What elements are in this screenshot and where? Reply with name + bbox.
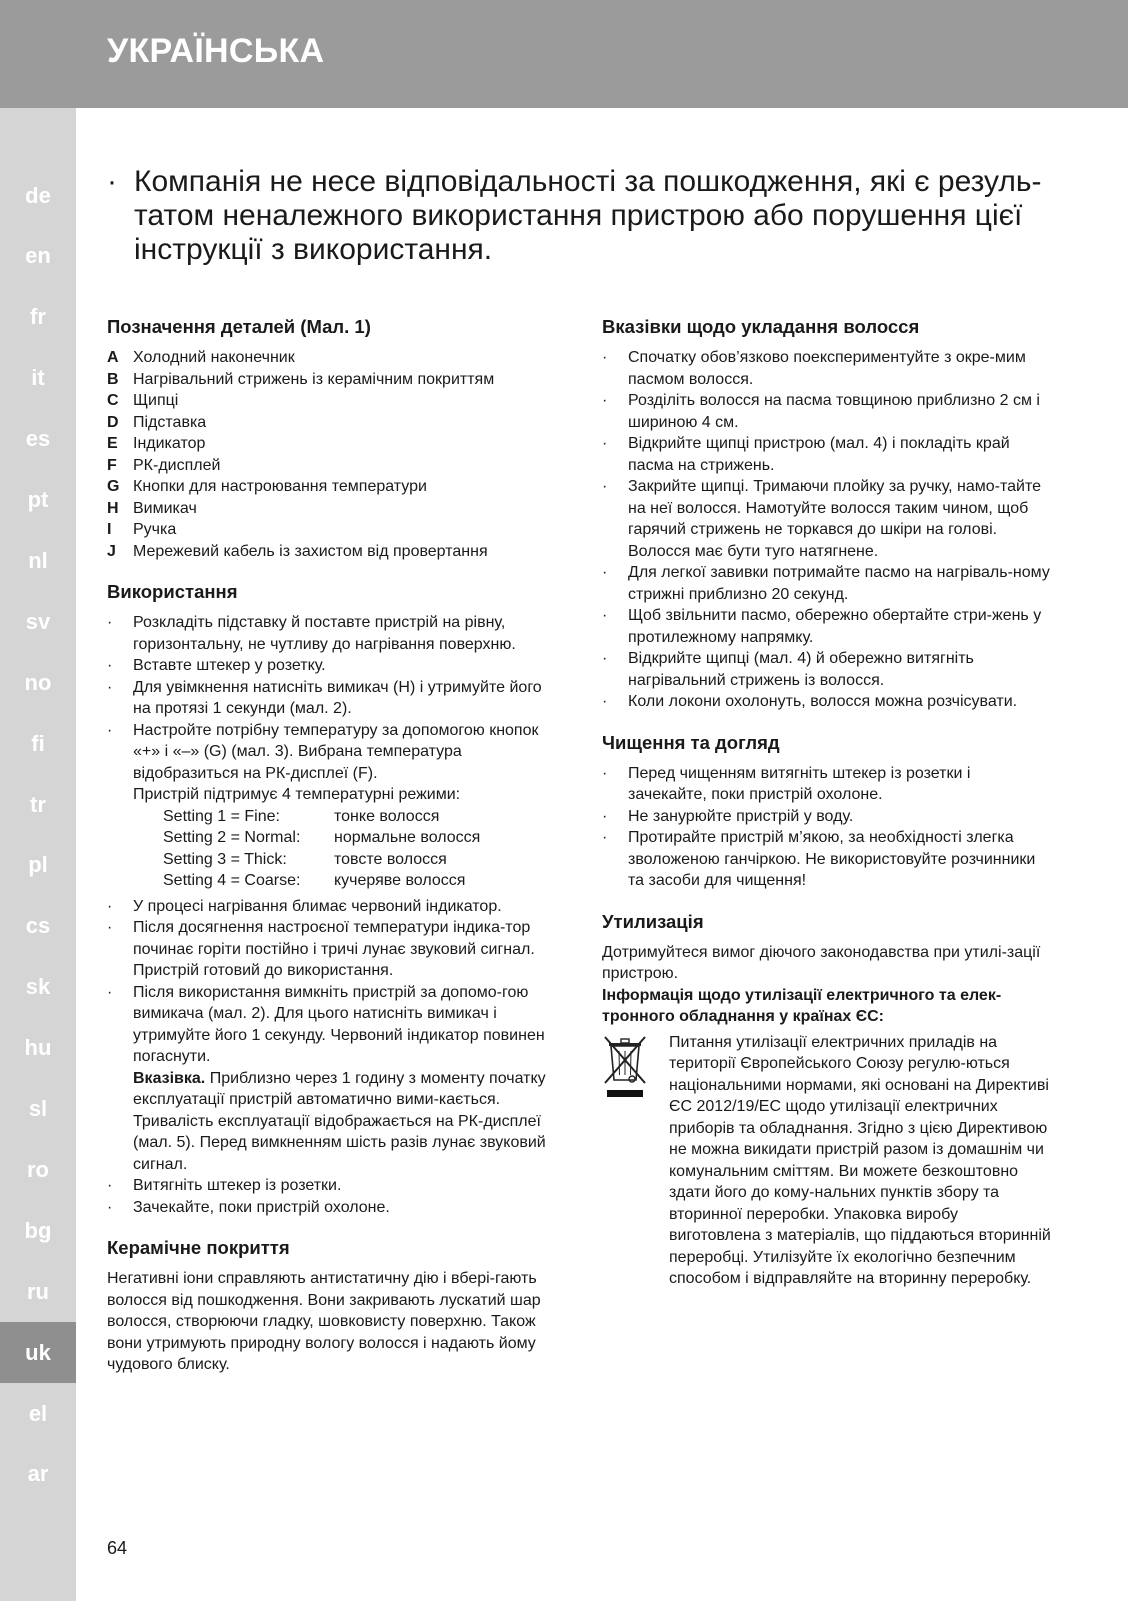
language-tab-ro: ro: [27, 1156, 49, 1182]
list-item: · Закрийте щипці. Тримаючи плойку за ручку, намо-тайте на неї волосся. Намотуйте волосся таким чином, щоб гарячий стрижень не торкався до шкіри на голові. Волосся має бути туго натягнене.: [602, 476, 1052, 562]
language-sidebar: [0, 108, 76, 1601]
list-item: · У процесі нагрівання блимає червоний індикатор.: [107, 896, 559, 918]
part-key: A: [107, 349, 119, 366]
setting-desc: товсте волосся: [334, 850, 447, 868]
styling-list: [602, 347, 1052, 713]
part-label: Кнопки для настроювання температури: [133, 478, 427, 495]
list-item: · Вставте штекер у розетку.: [107, 655, 559, 677]
disposal-text: Дотримуйтеся вимог діючого законодавства при утилі-зації пристрою.: [602, 943, 1041, 982]
list-item: · Перед чищенням витягніть штекер із розетки і зачекайте, поки пристрій охолоне.: [602, 763, 1052, 806]
part-key: I: [107, 521, 112, 538]
list-item: [107, 433, 559, 455]
setting-name: Setting 1 = Fine:: [163, 807, 280, 825]
part-key: E: [107, 435, 118, 452]
language-tab-tr: tr: [30, 791, 46, 817]
language-tab-no: no: [24, 669, 52, 695]
list-item: · Не занурюйте пристрій у воду.: [602, 806, 1052, 828]
list-item: · Для увімкнення натисніть вимикач (H) і утримуйте його на протязі 1 секунди (мал. 2).: [107, 677, 559, 720]
list-item: [107, 390, 559, 412]
list-item: · Для легкої завивки потримайте пасмо на нагріваль-ному стрижні приблизно 20 секунд.: [602, 562, 1052, 605]
part-label: Індикатор: [133, 435, 206, 452]
temperature-settings-table: [163, 806, 480, 892]
list-item: · Розділіть волосся на пасма товщиною приблизно 2 см і шириною 4 см.: [602, 390, 1052, 433]
language-tab-en: en: [25, 243, 51, 269]
part-key: D: [107, 413, 119, 431]
list-item: [107, 455, 559, 477]
list-item: [107, 369, 559, 391]
list-item: · Протирайте пристрій м’якою, за необхідності злегка зволоженою ганчіркою. Не використовуйте розчинники та засоби для чищення!: [602, 827, 1052, 892]
language-tab-pl: pl: [28, 852, 48, 878]
language-tab-sk: sk: [25, 974, 51, 1000]
page-header: [0, 0, 1128, 108]
disposal-heading: Утилизація: [602, 910, 704, 932]
language-tab-fr: fr: [30, 304, 46, 330]
right-column: [602, 316, 1052, 1309]
list-item: [107, 347, 559, 369]
list-item: [107, 519, 559, 541]
list-item: · Відкрийте щипці пристрою (мал. 4) і покладіть край пасма на стрижень.: [602, 433, 1052, 476]
cleaning-section: [602, 732, 1052, 892]
usage-list: [107, 612, 559, 806]
list-item: · Зачекайте, поки пристрій охолоне.: [107, 1197, 559, 1219]
list-item: · Настройте потрібну температуру за допомогою кнопок «+» і «–» (G) (мал. 3). Вибрана температура відобразиться на РК-дисплеї (F).: [107, 720, 559, 785]
list-item: · Коли локони охолонуть, волосся можна розчісувати.: [602, 691, 1052, 713]
language-tab-ru: ru: [27, 1278, 49, 1304]
language-tab-bg: bg: [24, 1217, 52, 1243]
list-item: · Витягніть штекер із розетки.: [107, 1175, 559, 1197]
part-key: J: [107, 542, 116, 560]
language-tab-cs: cs: [25, 913, 51, 939]
language-tab-hu: hu: [24, 1035, 52, 1061]
language-tab-ar: ar: [27, 1461, 49, 1487]
setting-name: Setting 3 = Thick:: [163, 850, 287, 868]
cleaning-list: [602, 763, 1052, 892]
list-item: · Після досягнення настроєної температури індика-тор починає горіти постійно і тричі лунає звуковий сигнал. Пристрій готовий до використання.: [107, 917, 559, 982]
setting-desc: тонке волосся: [334, 807, 440, 825]
usage-list-continued: [107, 896, 559, 1219]
part-label: Мережевий кабель із захистом від провертання: [133, 542, 488, 560]
intro-text: Компанія не несе відповідальності за пошкодження, які є резуль-татом неналежного використання пристрою або порушення цієї інструкції з використання.: [134, 165, 1042, 266]
language-tab-uk: uk: [0, 1322, 76, 1383]
intro-paragraph: [107, 165, 1067, 267]
list-item: · Розкладіть підставку й поставте пристрій на рівну, горизонтальну, не чутливу до нагрівання поверхню.: [107, 612, 559, 655]
part-label: Холодний наконечник: [133, 349, 295, 366]
setting-name: Setting 4 = Coarse:: [163, 872, 301, 889]
language-title: УКРАЇНСЬКА: [107, 32, 325, 70]
table-row: [163, 806, 480, 828]
list-item: · Спочатку обов’язково поекспериментуйте з окре-мим пасмом волосся.: [602, 347, 1052, 390]
language-tab-de: de: [25, 182, 51, 208]
setting-desc: нормальне волосся: [334, 829, 481, 846]
table-row: [163, 849, 480, 871]
part-key: F: [107, 456, 117, 474]
part-key: G: [107, 478, 120, 495]
language-tab-sv: sv: [25, 608, 51, 634]
parts-section: [107, 316, 559, 562]
ceramic-text: Негативні іони справляють антистатичну дію і вбері-гають волосся від пошкодження. Вони закривають лускатий шар волосся, створюючи гладку, шовковисту поверхню. Також вони утримують природну вологу волосся і надають йому чудового блиску.: [107, 1270, 541, 1373]
bullet: ·: [107, 165, 117, 198]
part-key: H: [107, 499, 119, 517]
setting-name: Setting 2 = Normal:: [163, 829, 301, 846]
list-item: [107, 498, 559, 520]
part-label: Щипці: [133, 392, 179, 409]
list-item: · Відкрийте щипці (мал. 4) й обережно витягніть нагрівальний стрижень із волосся.: [602, 648, 1052, 691]
cleaning-heading: Чищення та догляд: [602, 731, 780, 753]
note-label: Вказівка.: [133, 1069, 206, 1087]
part-key: B: [107, 370, 119, 388]
part-label: Ручка: [133, 521, 177, 538]
page-number: 64: [107, 1538, 128, 1558]
ceramic-section: [107, 1237, 559, 1376]
language-tab-nl: nl: [28, 547, 48, 573]
list-item: · Щоб звільнити пасмо, обережно обертайте стри-жень у протилежному напрямку.: [602, 605, 1052, 648]
usage-section: [107, 581, 559, 1218]
setting-desc: кучеряве волосся: [334, 872, 466, 889]
disposal-eu-heading: Інформація щодо утилізації електричного та елек-тронного обладнання у країнах ЄС:: [602, 986, 1002, 1025]
part-label: РК-дисплей: [133, 456, 221, 474]
styling-heading: Вказівки щодо укладання волосся: [602, 316, 920, 337]
weee-block: [602, 1032, 1052, 1290]
table-row: [163, 870, 480, 892]
list-item: · Після використання вимкніть пристрій за допомо-гою вимикача (мал. 2). Для цього натисніть вимикач і утримуйте його 1 секунду. Червоний індикатор повинен погаснути.: [107, 982, 559, 1068]
crossed-out-wheelie-bin-icon: [602, 1032, 669, 1290]
language-tab-el: el: [28, 1400, 48, 1426]
part-label: Підставка: [133, 413, 207, 431]
note: [107, 1068, 559, 1176]
styling-section: [602, 316, 1052, 713]
disposal-section: [602, 911, 1052, 1290]
list-item: [107, 476, 559, 498]
parts-heading: Позначення деталей (Мал. 1): [107, 316, 371, 337]
list-item: [107, 412, 559, 434]
left-column: [107, 316, 559, 1395]
note-text: Приблизно через 1 годину з моменту початку експлуатації пристрій автоматично вими-кається. Тривалість експлуатації відображається на РК-дисплеї (мал. 5). Перед вимкненням шість разів лунає звуковий сигнал.: [133, 1069, 546, 1173]
ceramic-heading: Керамічне покриття: [107, 1237, 290, 1258]
part-key: C: [107, 392, 119, 409]
part-label: Вимикач: [133, 499, 197, 517]
modes-intro: Пристрій підтримує 4 температурні режими:: [133, 786, 461, 803]
weee-text: Питання утилізації електричних приладів на території Європейського Союзу регулю-ються національними нормами, які основані на Директиві ЄС 2012/19/ЕС щодо утилізації електричних приборів та обладнання. Згідно з цією Директивою не можна викидати пристрій разом із домашнім чи комунальним сміттям. Ви можете безкоштовно здати його до кому-нальних пунктів збору та вторинної переробки. Упаковка виробу виготовлена з матеріалів, що піддаються вторинній переробці. Утилізуйте їх екологічно безпечним способом і відправляйте на вторинну переробку.: [669, 1033, 1051, 1287]
language-tab-fi: fi: [31, 730, 45, 756]
list-item: [107, 541, 559, 563]
parts-list: [107, 347, 559, 562]
language-tab-es: es: [25, 426, 51, 452]
language-tab-pt: pt: [27, 487, 49, 512]
language-tab-it: it: [31, 365, 45, 391]
part-label: Нагрівальний стрижень із керамічним покриттям: [133, 370, 495, 388]
usage-heading: Використання: [107, 581, 238, 602]
language-tab-sl: sl: [28, 1096, 48, 1121]
table-row: [163, 827, 480, 849]
